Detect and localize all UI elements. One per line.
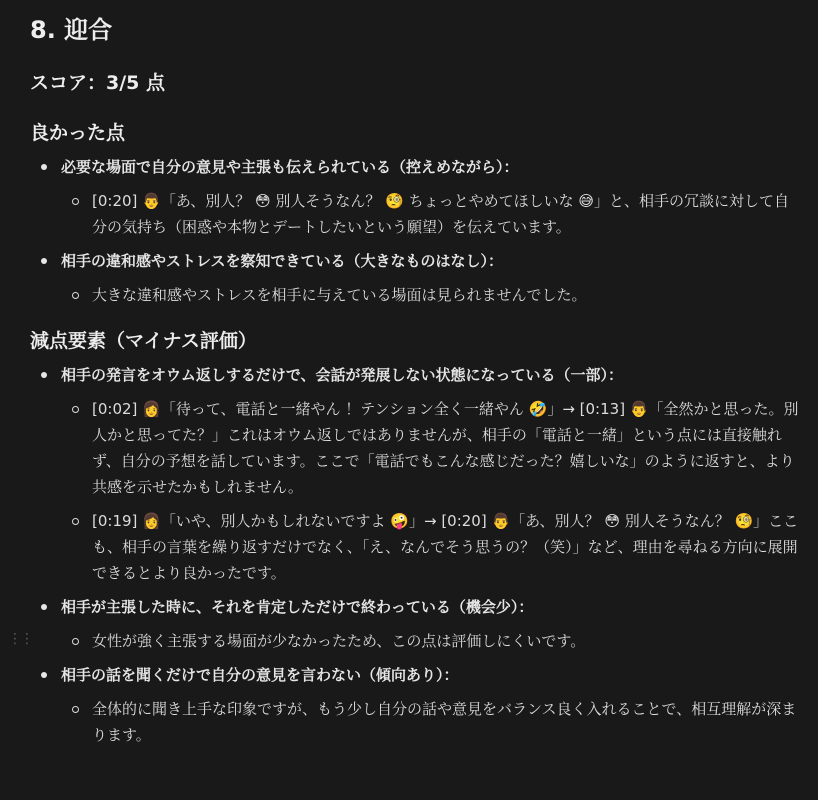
list-item	[30, 594, 804, 654]
drag-handle-icon[interactable]: ⋮⋮	[8, 631, 32, 647]
page-title: 8. 迎合	[30, 16, 113, 44]
sub-list-item: 女性が強く主張する場面が少なかったため、この点は評価しにくいです。	[61, 628, 804, 654]
minus-points-heading: 減点要素（マイナス評価）	[30, 330, 257, 352]
sub-list-item: 大きな違和感やストレスを相手に与えている場面は見られませんでした。	[61, 282, 804, 308]
sub-list	[61, 188, 804, 240]
score-heading: スコア：3/5 点	[30, 72, 165, 94]
sub-list-item: [0:02] 👩「待って、電話と一緒やん ！テンション全く一緒やん 🤣」→ [0:13] 👨「全然かと思った。別人かと思ってた？」これはオウム返しではありませんが、相手の「電話と一緒」という点には直接触れず、自分の予想を話しています。ここで「電話でもこんな感じだった？嬉しいな」のように返すと、より共感を示せたかもしれません。	[61, 396, 804, 500]
bullet-title: 相手の発言をオウム返しするだけで、会話が発展しない状態になっている（一部）：	[61, 366, 624, 384]
sub-list-item: 全体的に聞き上手な印象ですが、もう少し自分の話や意見をバランス良く入れることで、相互理解が深まります。	[61, 696, 804, 748]
list-item	[30, 154, 804, 240]
good-points-heading: 良かった点	[30, 122, 126, 144]
list-item	[30, 362, 804, 586]
sub-list	[61, 696, 804, 748]
bullet-title: 相手の話を聞くだけで自分の意見を言わない（傾向あり）：	[61, 666, 459, 684]
bullet-title: 必要な場面で自分の意見や主張も伝えられている（控えめながら）：	[61, 158, 519, 176]
sub-list-item: [0:20] 👨「あ、別人？ 😳 別人そうなん？ 🧐 ちょっとやめてほしいな 😅」と、相手の冗談に対して自分の気持ち（困惑や本物とデートしたいという願望）を伝えています。	[61, 188, 804, 240]
sub-list-item: [0:19] 👩「いや、別人かもしれないですよ 🤪」→ [0:20] 👨「あ、別人？ 😳 別人そうなん？ 🧐」ここも、相手の言葉を繰り返すだけでなく、「え、なんでそう思うの？（笑）」など、理由を尋ねる方向に展開できるとより良かったです。	[61, 508, 804, 586]
list-item	[30, 248, 804, 308]
good-points-list	[30, 154, 804, 308]
bullet-title: 相手の違和感やストレスを察知できている（大きなものはなし）：	[61, 252, 504, 270]
sub-list	[61, 628, 804, 654]
minus-points-list	[30, 362, 804, 748]
sub-list	[61, 396, 804, 586]
bullet-title: 相手が主張した時に、それを肯定しただけで終わっている（機会少）：	[61, 598, 534, 616]
list-item	[30, 662, 804, 748]
sub-list	[61, 282, 804, 308]
